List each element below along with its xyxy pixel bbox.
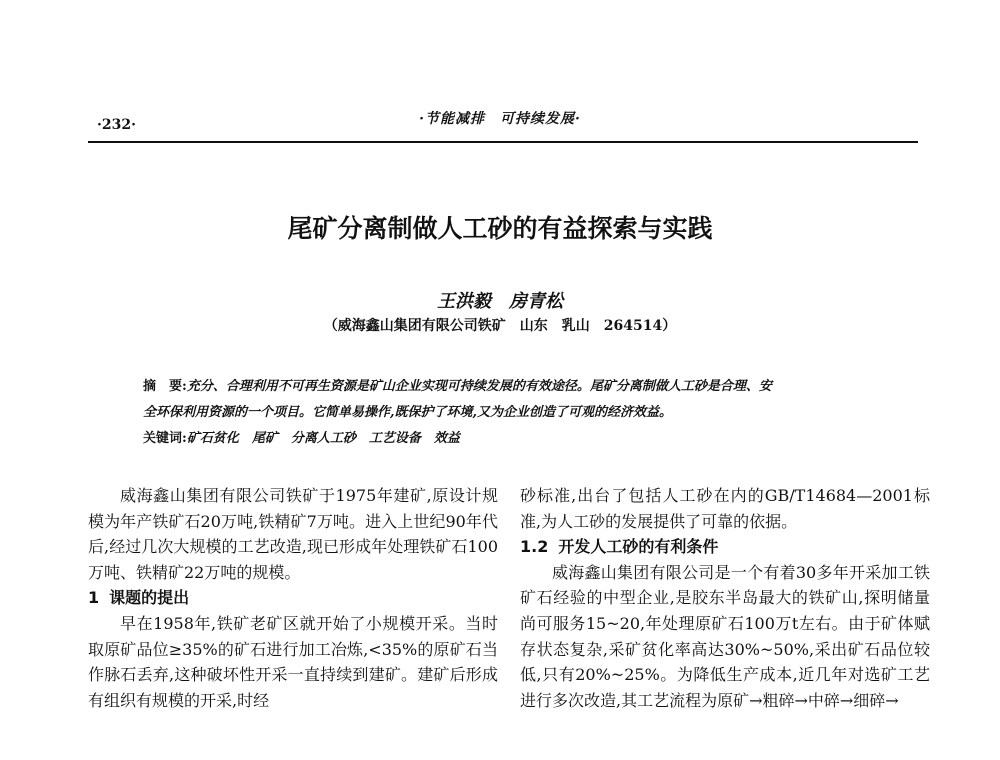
paragraph: 威海鑫山集团有限公司铁矿于1975年建矿,原设计规模为年产铁矿石20万吨,铁精矿7万吨。进入上世纪90年代后,经过几次大规模的工艺改造,现已形成年处理铁矿石100万吨、铁精矿22万吨的规模。 [88, 486, 498, 582]
keywords-text: 矿石贫化 尾矿 分离人工砂 工艺设备 效益 [186, 431, 460, 446]
body-column-left [88, 483, 498, 713]
abstract-line-1 [143, 375, 772, 394]
affiliation: （威海鑫山集团有限公司铁矿 山东 乳山 264514） [323, 318, 677, 334]
authors: 王洪毅 房青松 [437, 291, 563, 312]
section-heading-1-2 [520, 534, 930, 560]
abstract-line-2 [143, 401, 672, 420]
page-number: ·232· [97, 117, 136, 133]
running-header: ·节能减排 可持续发展· [419, 111, 581, 127]
article-title: 尾矿分离制做人工砂的有益探索与实践 [287, 214, 713, 243]
abstract-text-2: 全环保利用资源的一个项目。它简单易操作,既保护了环境,又为企业创造了可观的经济效益。 [143, 405, 673, 420]
paragraph: 早在1958年,铁矿老矿区就开始了小规模开采。当时取原矿品位≥35%的矿石进行加工冶炼,<35%的原矿石当作脉石丢弃,这种破坏性开采一直持续到建矿。建矿后形成有组织有规模的开采,时经 [88, 613, 498, 710]
paragraph: 砂标准,出台了包括人工砂在内的GB/T14684—2001标准,为人工砂的发展提供了可靠的依据。 [520, 486, 930, 531]
section-number: 1 [88, 588, 100, 608]
section-title: 课题的提出 [109, 588, 190, 608]
header-rule [88, 141, 918, 143]
abstract-label: 摘 要: [143, 379, 187, 394]
paragraph: 威海鑫山集团有限公司是一个有着30多年开采加工铁矿石经验的中型企业,是胶东半岛最大的铁矿山,探明储量尚可服务15~20,年处理原矿石100万t左右。由于矿体赋存状态复杂,采矿贫化率高达30%~50%,采出矿石品位较低,只有20%~25%。为降低生产成本,近几年对选矿工艺进行多次改造,其工艺流程为原矿→粗碎→中碎→细碎→ [520, 562, 930, 710]
section-heading-1 [88, 585, 498, 611]
section-title: 开发人工砂的有利条件 [558, 537, 719, 557]
keywords-line [143, 427, 460, 446]
keywords-label: 关键词: [143, 431, 187, 446]
abstract-text-1: 充分、合理利用不可再生资源是矿山企业实现可持续发展的有效途径。尾矿分离制做人工砂是合理、安 [186, 379, 772, 394]
body-column-right [520, 483, 930, 713]
section-number: 1.2 [520, 537, 549, 557]
